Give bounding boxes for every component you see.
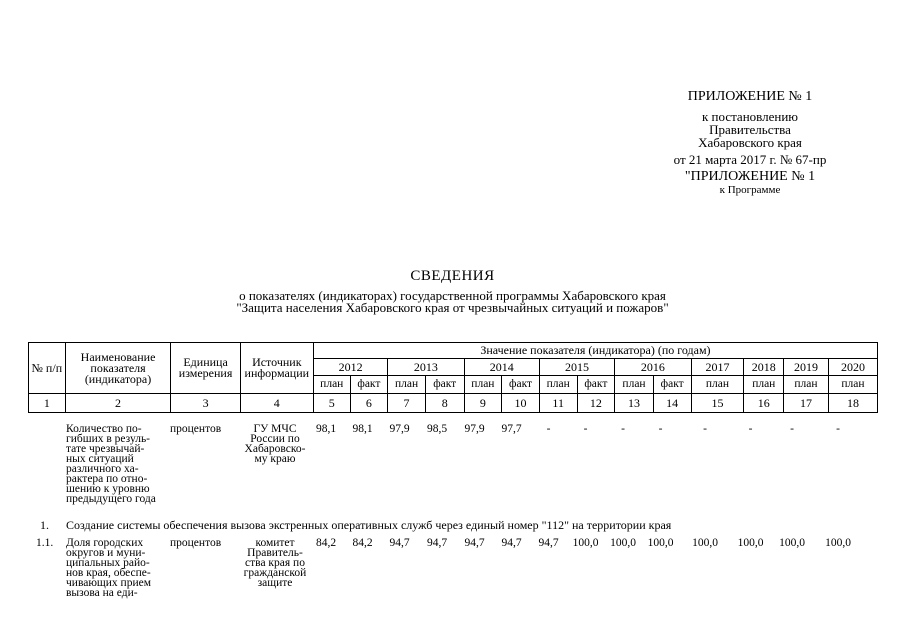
column-number: 17	[784, 394, 829, 413]
indicator-value: -	[703, 423, 707, 435]
stamp-line: Хабаровского края	[698, 135, 802, 150]
plan-header: план	[784, 376, 829, 394]
indicator-value: -	[621, 423, 625, 435]
indicator-value: -	[583, 423, 588, 435]
year-header: 2015	[539, 359, 614, 376]
indicator-name-line: шению к уровню	[66, 483, 150, 495]
stamp-title: ПРИЛОЖЕНИЕ № 1	[687, 89, 813, 104]
year-header: 2017	[691, 359, 744, 376]
indicator-name-line: Доля городских	[66, 537, 144, 549]
indicator-value: 97,9	[464, 423, 485, 435]
indicator-value: 98,5	[426, 423, 448, 435]
year-header: 2013	[388, 359, 464, 376]
indicator-value: 100,0	[647, 537, 674, 549]
stamp-line: к постановлению	[701, 109, 799, 124]
header-source: Источник информации	[240, 343, 313, 394]
indicator-value: -	[658, 423, 663, 435]
indicator-name-line: различного ха-	[66, 463, 139, 475]
document-subtitle-line-1: о показателях (индикаторах) государственной программы Хабаровского края	[239, 288, 666, 303]
indicator-name	[66, 424, 166, 504]
column-number: 18	[828, 394, 877, 413]
indicator-source-line: ства края по	[245, 557, 305, 569]
plan-header: план	[744, 376, 784, 394]
indicator-value: 84,2	[352, 537, 373, 549]
stamp-title-2: "ПРИЛОЖЕНИЕ № 1	[684, 169, 816, 184]
column-number: 3	[171, 394, 240, 413]
column-number: 1	[29, 394, 66, 413]
indicator-name-line: чивающих прием	[66, 577, 151, 589]
fact-header: факт	[653, 376, 691, 394]
column-number: 4	[240, 394, 313, 413]
year-header: 2018	[744, 359, 784, 376]
indicators-table-header	[28, 342, 878, 413]
indicator-value: 97,7	[501, 423, 522, 435]
year-header: 2019	[784, 359, 829, 376]
header-name: Наименование показателя (индикатора)	[65, 343, 171, 394]
year-header: 2014	[464, 359, 539, 376]
indicator-value: 94,7	[501, 537, 522, 549]
indicator-name-line: Количество по-	[66, 423, 142, 435]
indicator-source-line: Правитель-	[247, 547, 303, 559]
indicator-name-line: нов края, обеспе-	[66, 567, 151, 579]
indicator-source-line: гражданской	[243, 567, 307, 579]
column-number: 5	[313, 394, 350, 413]
plan-header: план	[539, 376, 577, 394]
indicator-value: 100,0	[692, 537, 718, 549]
indicator-value: -	[836, 423, 840, 435]
indicator-value: -	[790, 423, 794, 435]
indicator-value: 94,7	[426, 537, 448, 549]
indicator-value: 98,1	[352, 423, 373, 435]
fact-header: факт	[350, 376, 388, 394]
plan-header: план	[691, 376, 744, 394]
document-subtitle-line-2: "Защита населения Хабаровского края от чрезвычайных ситуаций и пожаров"	[236, 300, 669, 315]
indicator-name-line: тате чрезвычай-	[66, 443, 145, 455]
approval-stamp	[600, 88, 900, 197]
stamp-line: к Программе	[719, 184, 781, 196]
year-header: 2012	[313, 359, 387, 376]
indicator-value: 100,0	[779, 537, 805, 549]
indicator-value: 100,0	[572, 537, 599, 549]
column-number: 12	[577, 394, 615, 413]
indicator-source	[240, 424, 310, 464]
indicator-name-line: гибших в резуль-	[66, 433, 151, 445]
indicator-value: 100,0	[825, 537, 851, 549]
indicator-name-line: вызова на еди-	[66, 587, 138, 599]
plan-header: план	[615, 376, 654, 394]
indicator-value: 98,1	[315, 423, 337, 435]
plan-header: план	[828, 376, 877, 394]
indicator-source-line: комитет	[255, 537, 295, 549]
column-number: 6	[350, 394, 388, 413]
indicator-source-line: му краю	[254, 453, 296, 465]
indicator-value: 94,7	[389, 537, 410, 549]
column-number: 9	[464, 394, 502, 413]
indicator-value: -	[748, 423, 753, 435]
fact-header: факт	[502, 376, 540, 394]
indicator-value: -	[546, 423, 551, 435]
indicator-value: 94,7	[464, 537, 485, 549]
section-number: 1.	[40, 518, 49, 532]
indicator-name-line: ципальных райо-	[66, 557, 150, 569]
document-title: СВЕДЕНИЯ	[410, 268, 495, 284]
section-title: Создание системы обеспечения вызова экстренных оперативных служб через единый номер "112" на территории края	[66, 518, 672, 532]
column-number: 2	[65, 394, 171, 413]
header-num: № п/п	[29, 343, 66, 394]
indicator-value: 97,9	[389, 423, 410, 435]
year-header: 2020	[828, 359, 877, 376]
year-header: 2016	[615, 359, 691, 376]
indicator-name-line: округов и муни-	[66, 547, 146, 559]
stamp-date: от 21 марта 2017 г. № 67-пр	[673, 152, 827, 167]
indicator-unit: процентов	[170, 537, 222, 549]
indicator-source-line: Хабаровско-	[244, 443, 306, 455]
plan-header: план	[464, 376, 502, 394]
plan-header: план	[313, 376, 350, 394]
column-number: 10	[502, 394, 540, 413]
indicator-value: 100,0	[737, 537, 764, 549]
indicator-name-line: рактера по отно-	[66, 473, 148, 485]
fact-header: факт	[425, 376, 464, 394]
column-number: 15	[691, 394, 744, 413]
stamp-line: Правительства	[709, 122, 791, 137]
column-number: 14	[653, 394, 691, 413]
indicator-name-line: ных ситуаций	[66, 453, 134, 465]
fact-header: факт	[577, 376, 615, 394]
plan-header: план	[388, 376, 426, 394]
column-number: 7	[388, 394, 426, 413]
column-number: 16	[744, 394, 784, 413]
indicator-value: 100,0	[610, 537, 636, 549]
indicator-source-line: защите	[257, 577, 293, 589]
indicator-unit: процентов	[170, 423, 222, 435]
indicator-source-line: России по	[250, 433, 300, 445]
column-number: 11	[539, 394, 577, 413]
header-unit: Единица измерения	[171, 343, 240, 394]
indicator-value: 84,2	[315, 537, 337, 549]
indicator-source	[240, 538, 310, 588]
indicator-source-line: ГУ МЧС	[253, 423, 297, 435]
indicator-name-line: предыдущего года	[66, 493, 156, 505]
column-number: 8	[425, 394, 464, 413]
indicator-name	[66, 538, 166, 598]
row-number: 1.1.	[36, 537, 54, 549]
column-number: 13	[615, 394, 654, 413]
header-values: Значение показателя (индикатора) (по годам)	[313, 343, 877, 359]
indicator-value: 94,7	[538, 537, 559, 549]
